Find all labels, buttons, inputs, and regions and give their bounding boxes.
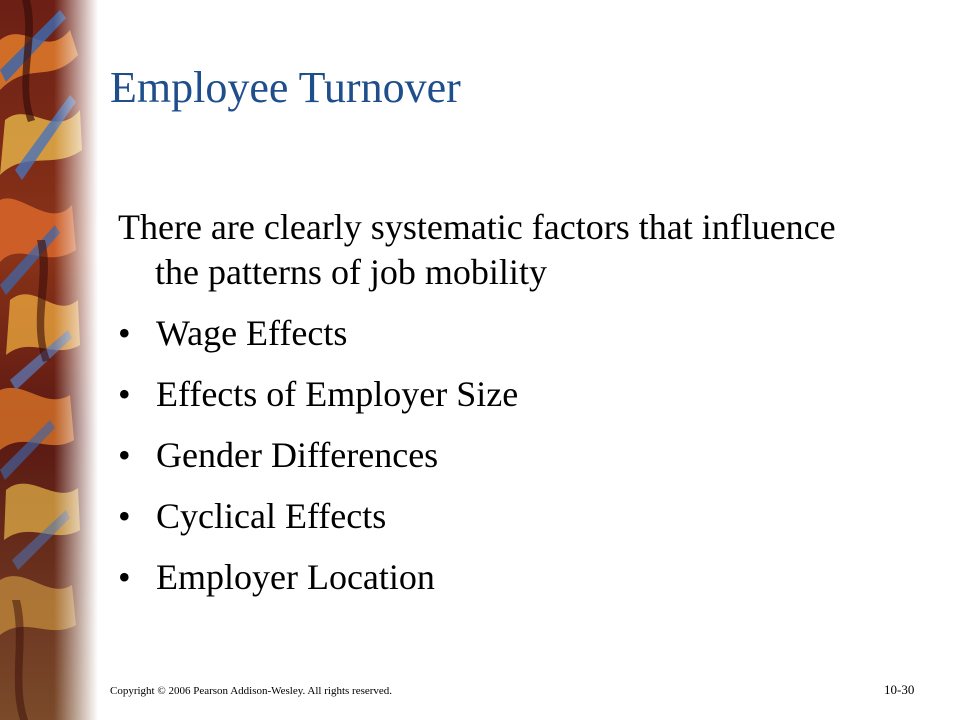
bullet-list (118, 311, 878, 600)
decorative-border-art (0, 0, 98, 720)
intro-paragraph: There are clearly systematic factors that influence the patterns of job mobility (118, 207, 836, 292)
bullet-item-gender-differences (118, 433, 878, 478)
slide-body (118, 205, 878, 600)
bullet-text: Gender Differences (156, 435, 439, 475)
bullet-item-employer-size (118, 372, 878, 417)
bullet-dot-icon: • (118, 374, 131, 414)
bullet-item-wage-effects (118, 311, 878, 356)
bullet-item-cyclical-effects (118, 494, 878, 539)
bullet-text: Wage Effects (156, 313, 348, 353)
bullet-dot-icon: • (118, 435, 131, 475)
bullet-text: Effects of Employer Size (156, 374, 519, 414)
bullet-text: Cyclical Effects (156, 496, 387, 536)
bullet-dot-icon: • (118, 496, 131, 536)
slide-title: Employee Turnover (110, 63, 461, 112)
bullet-item-employer-location (118, 555, 878, 600)
copyright-footer: Copyright © 2006 Pearson Addison-Wesley. All rights reserved. (110, 685, 393, 697)
bullet-text: Employer Location (156, 557, 435, 597)
bullet-dot-icon: • (118, 313, 131, 353)
page-number: 10-30 (884, 682, 915, 697)
painted-border-graphic (0, 0, 98, 720)
bullet-dot-icon: • (118, 557, 131, 597)
